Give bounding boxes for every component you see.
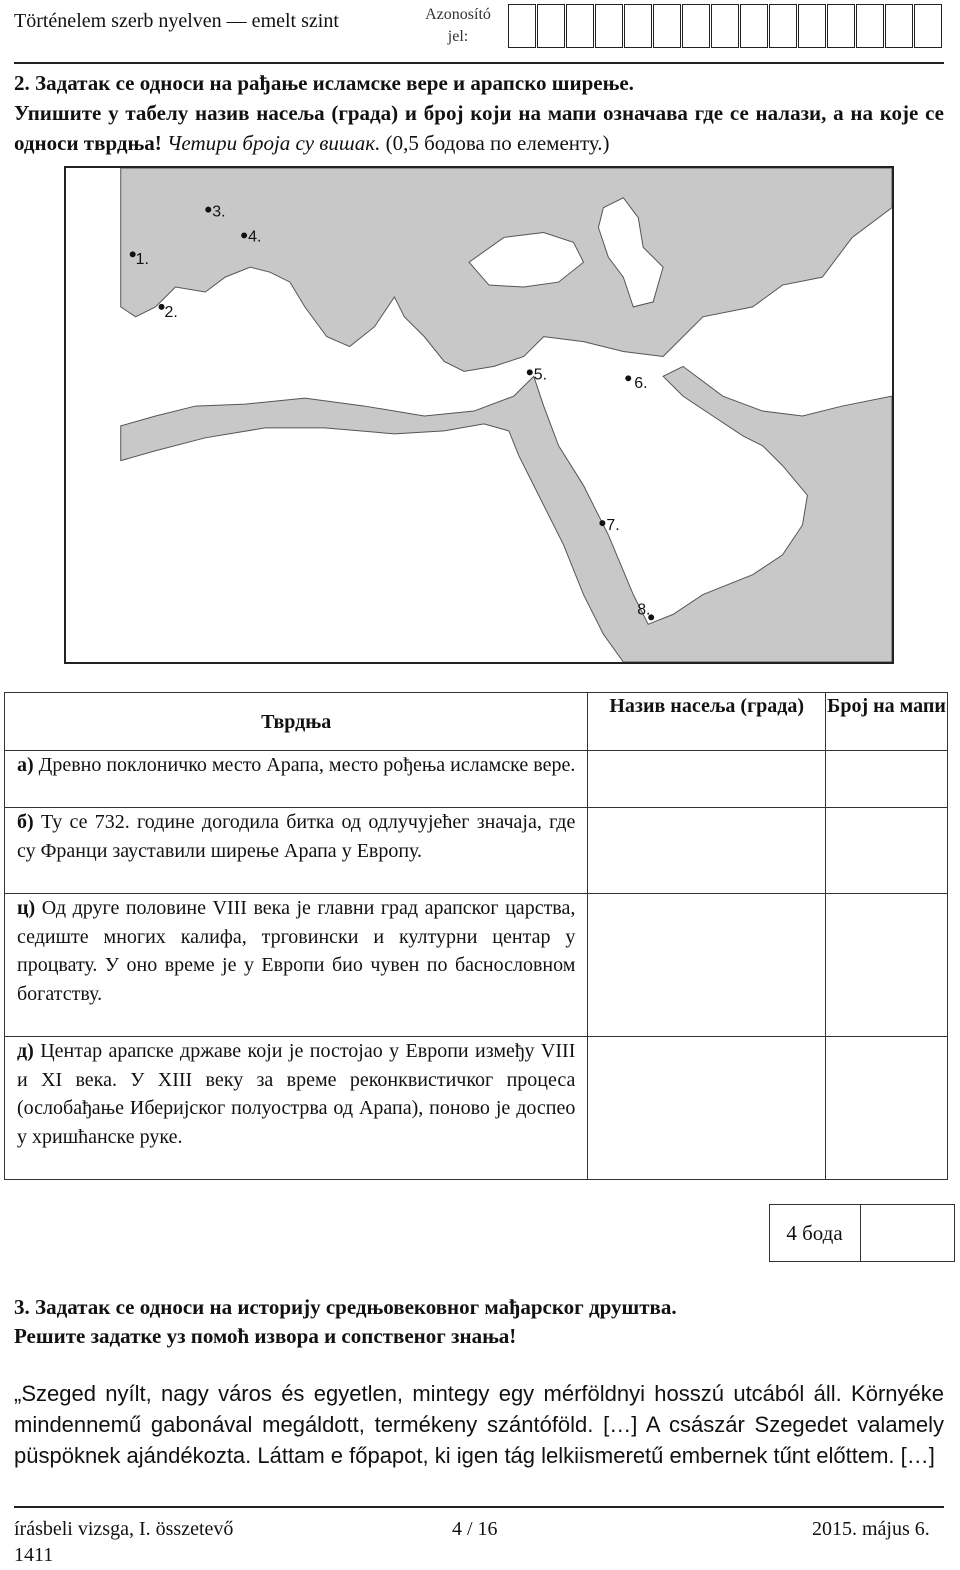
exam-title: Történelem szerb nyelven — emelt szint xyxy=(14,10,339,32)
marker-dot xyxy=(625,375,631,381)
answer-settlement-d[interactable] xyxy=(588,1037,826,1180)
marker-label-4: 4. xyxy=(248,228,262,246)
row-letter: а) xyxy=(17,754,34,776)
task2-instructions xyxy=(14,98,944,158)
map-svg xyxy=(66,168,892,662)
id-box[interactable] xyxy=(508,4,536,48)
statement-b xyxy=(5,808,588,894)
marker-label-2: 2. xyxy=(164,303,178,321)
answer-number-d[interactable] xyxy=(826,1037,948,1180)
table-header-row xyxy=(5,693,948,751)
answer-number-b[interactable] xyxy=(826,808,948,894)
answer-number-a[interactable] xyxy=(826,751,948,808)
answer-table xyxy=(4,692,948,1180)
answer-settlement-b[interactable] xyxy=(588,808,826,894)
task3-instruction: Решите задатке уз помоћ извора и сопственог знања! xyxy=(14,1324,517,1348)
header-statement: Тврдња xyxy=(5,693,588,751)
statement-a xyxy=(5,751,588,808)
table-row xyxy=(5,1037,948,1180)
id-box[interactable] xyxy=(740,4,768,48)
id-box[interactable] xyxy=(827,4,855,48)
task2-instruction-bold: Упишите у табелу назив насеља (града) и број који на мапи означава где се налази, а на које се односи тврдња! xyxy=(14,101,944,155)
marker-dot xyxy=(527,369,533,375)
source-quote: „Szeged nyílt, nagy város és egyetlen, mintegy egy mérföldnyi hosszú utcából áll. Környéke mindennemű gabonával megáldott, termékeny szántóföld. […] A császár Szegedet valamely püspöknek ajándékozta. Láttam e főpapot, ki igen tág lelkiismeretű embernek tűnt előttem. […] xyxy=(14,1381,944,1468)
id-box[interactable] xyxy=(711,4,739,48)
footer-date: 2015. május 6. xyxy=(812,1518,930,1540)
id-box[interactable] xyxy=(595,4,623,48)
id-box[interactable] xyxy=(798,4,826,48)
task2-title: 2. Задатак се односи на рађање исламске вере и арапско ширење. xyxy=(14,71,634,95)
row-letter: д) xyxy=(17,1040,34,1062)
id-box[interactable] xyxy=(769,4,797,48)
row-letter: б) xyxy=(17,811,34,833)
footer-code: 1411 xyxy=(14,1544,54,1566)
id-box[interactable] xyxy=(653,4,681,48)
answer-number-c[interactable] xyxy=(826,894,948,1037)
marker-dot xyxy=(205,207,211,213)
answer-settlement-a[interactable] xyxy=(588,751,826,808)
row-letter: ц) xyxy=(17,897,36,919)
marker-label-1: 1. xyxy=(135,251,149,269)
marker-label-6: 6. xyxy=(634,375,648,393)
task2-instruction-italic: Четири броја су вишак. xyxy=(166,131,381,155)
map-mediterranean-arabia xyxy=(64,166,894,664)
id-box[interactable] xyxy=(856,4,884,48)
marker-label-7: 7. xyxy=(606,517,620,535)
id-box[interactable] xyxy=(566,4,594,48)
table-row xyxy=(5,894,948,1037)
header-settlement: Назив насеља (града) xyxy=(588,693,826,751)
footer-left: írásbeli vizsga, I. összetevő xyxy=(14,1518,234,1540)
header-map-number: Број на мапи xyxy=(826,693,948,751)
task2-points: (0,5 бодова по елементу.) xyxy=(385,131,610,155)
statement-text: Од друге половине VIII века је главни град арапског царства, седиште многих калифа, трговински и културни центар у процвату. У оно време је у Европи био чувен по баснословном богатству. xyxy=(17,897,576,1005)
statement-text: Ту се 732. године догодила битка од одлучујећег значаја, где су Франци зауставили ширење Арапа у Европу. xyxy=(17,811,576,862)
id-box[interactable] xyxy=(885,4,913,48)
id-label: Azonosító jel: xyxy=(425,6,491,45)
statement-text: Центар арапске државе који је постојао у Европи између VIII и XI века. У XIII веку за време реконквистичког процеса (ослобађање Иберијског полуострва од Арапа), поново је доспео у хришћанске руке. xyxy=(17,1040,576,1148)
task3-title: 3. Задатак се односи на историју средњовековног мађарског друштва. xyxy=(14,1295,677,1319)
marker-dot xyxy=(599,520,605,526)
id-box[interactable] xyxy=(914,4,942,48)
table-row xyxy=(5,751,948,808)
footer-page: 4 / 16 xyxy=(452,1518,498,1540)
statement-c xyxy=(5,894,588,1037)
marker-label-8: 8. xyxy=(637,601,651,619)
statement-d xyxy=(5,1037,588,1180)
table-row xyxy=(5,808,948,894)
score-input[interactable] xyxy=(862,1206,954,1261)
id-box[interactable] xyxy=(537,4,565,48)
score-label: 4 бода xyxy=(769,1204,861,1262)
id-box[interactable] xyxy=(624,4,652,48)
africa-arabia-landmass xyxy=(121,366,892,662)
marker-dot xyxy=(241,232,247,238)
statement-text: Древно поклоничко место Арапа, место рођења исламске вере. xyxy=(38,754,576,776)
answer-settlement-c[interactable] xyxy=(588,894,826,1037)
header-rule xyxy=(14,62,944,64)
id-box[interactable] xyxy=(682,4,710,48)
footer-rule xyxy=(14,1506,944,1508)
marker-label-5: 5. xyxy=(533,366,548,384)
marker-label-3: 3. xyxy=(212,203,226,221)
